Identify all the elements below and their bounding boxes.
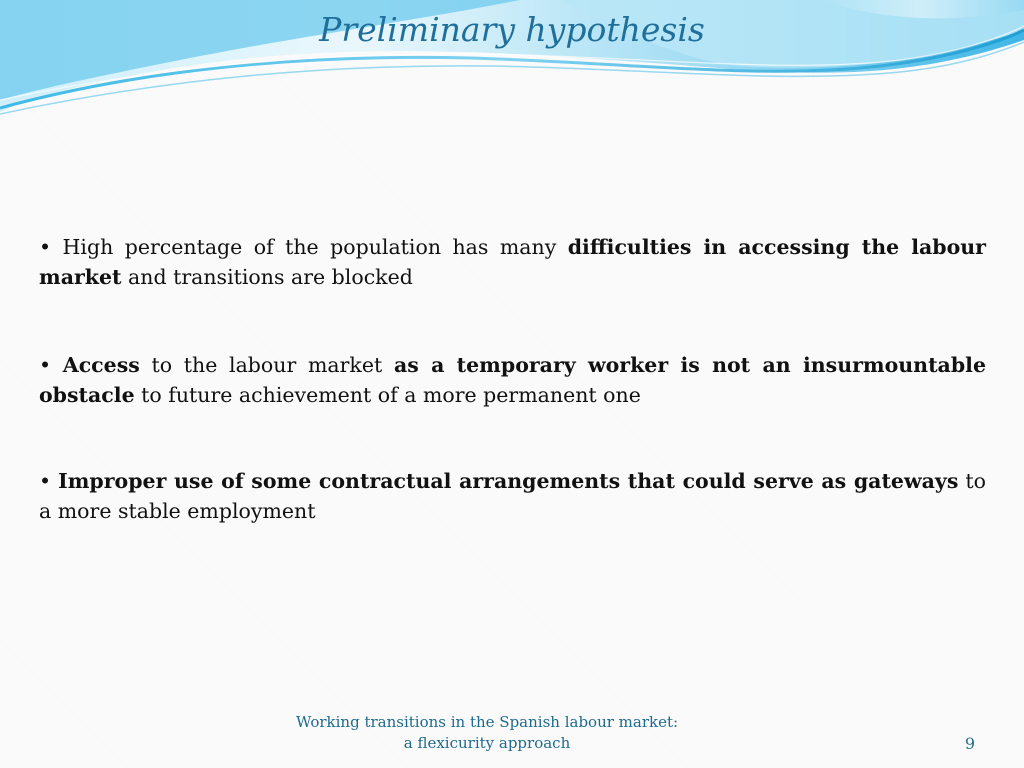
bullet-text: to the labour market <box>151 353 383 377</box>
bullet-marker: • <box>39 353 52 377</box>
bullet-item <box>39 232 986 292</box>
bullet-emphasis: difficulties in accessing the labour market <box>39 235 986 289</box>
bullet-list <box>39 232 986 584</box>
page-number: 9 <box>964 734 976 753</box>
slide-title: Preliminary hypothesis <box>319 10 705 49</box>
bullet-emphasis: as a temporary worker is not an insurmountable obstacle <box>39 353 986 407</box>
footer-caption <box>287 712 687 754</box>
bullet-emphasis: Improper use of some contractual arrangements that could serve as gateways <box>58 469 959 493</box>
bullet-text: to a more stable employment <box>39 469 986 523</box>
bullet-marker: • <box>39 469 52 493</box>
bullet-text: High percentage of the population has many <box>62 235 557 259</box>
bullet-marker: • <box>39 235 52 259</box>
bullet-item <box>39 350 986 410</box>
bullet-text: to future achievement of a more permanent one <box>141 383 641 407</box>
bullet-item <box>39 466 986 526</box>
bullet-emphasis: Access <box>62 353 140 377</box>
bullet-text: and transitions are blocked <box>128 265 413 289</box>
footer-line: Working transitions in the Spanish labour market: <box>295 713 679 731</box>
footer-line: a flexicurity approach <box>403 734 571 752</box>
